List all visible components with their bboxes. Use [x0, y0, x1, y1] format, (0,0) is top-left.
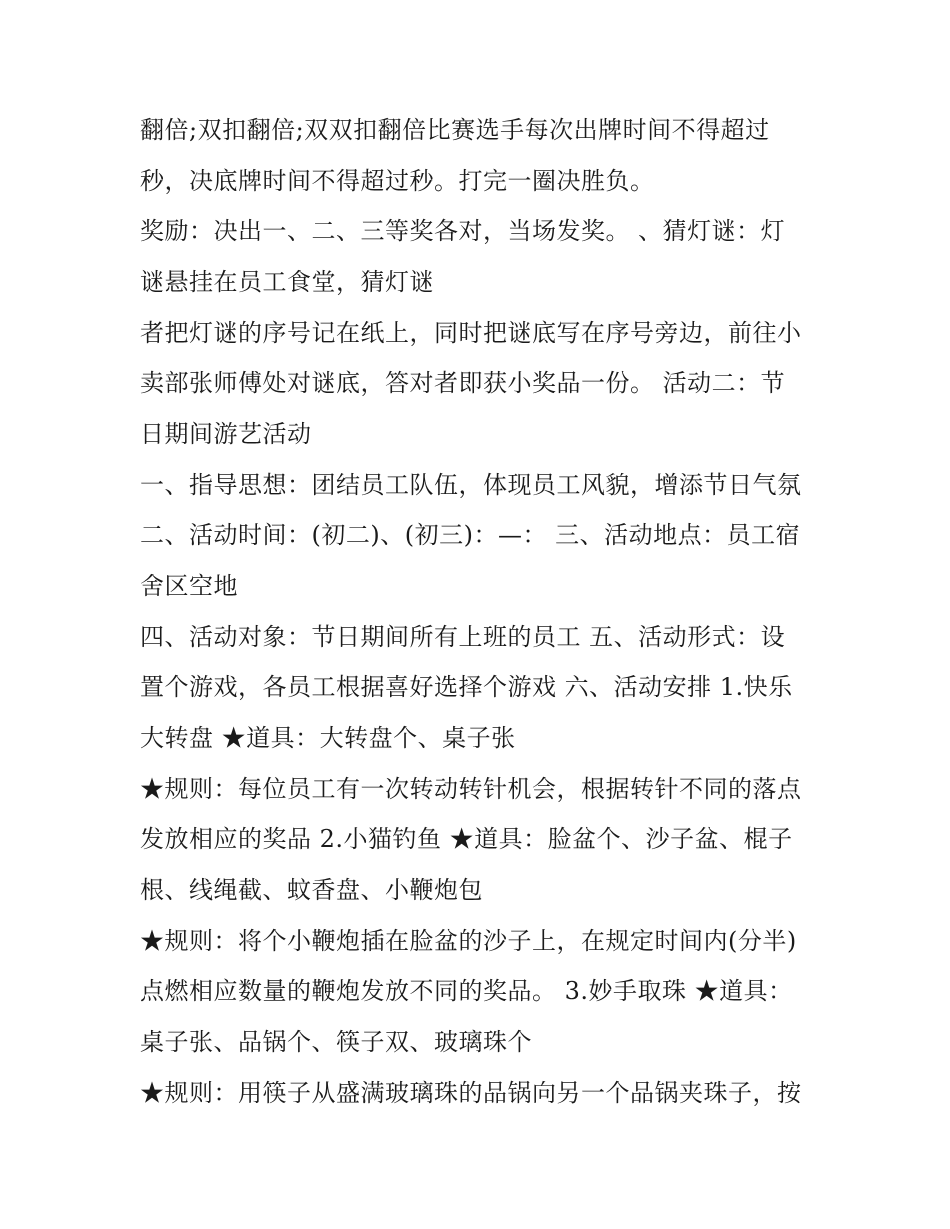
text-line: 日期间游艺活动 [140, 420, 312, 448]
text-line: 置个游戏，各员工根据喜好选择个游戏 六、活动安排 1.快乐 [140, 673, 793, 701]
text-line: 点燃相应数量的鞭炮发放不同的奖品。 3.妙手取珠 ★道具： [140, 977, 793, 1005]
text-line: ★规则：将个小鞭炮插在脸盆的沙子上，在规定时间内(分半) [140, 927, 797, 955]
text-line: 舍区空地 [140, 572, 238, 600]
text-line: 翻倍;双扣翻倍;双双扣翻倍比赛选手每次出牌时间不得超过 [140, 116, 770, 144]
text-line: 者把灯谜的序号记在纸上，同时把谜底写在序号旁边，前往小 [140, 319, 802, 347]
text-line: 发放相应的奖品 2.小猫钓鱼 ★道具：脸盆个、沙子盆、棍子 [140, 825, 793, 853]
text-line: 桌子张、品锅个、筷子双、玻璃珠个 [140, 1028, 532, 1056]
text-line: 谜悬挂在员工食堂，猜灯谜 [140, 268, 434, 296]
text-line: 卖部张师傅处对谜底，答对者即获小奖品一份。 活动二：节 [140, 369, 786, 397]
text-line: 大转盘 ★道具：大转盘个、桌子张 [140, 724, 516, 752]
text-line: ★规则：用筷子从盛满玻璃珠的品锅向另一个品锅夹珠子，按 [140, 1079, 802, 1107]
text-line: 二、活动时间：(初二)、(初三)：—： 三、活动地点：员工宿 [140, 521, 801, 549]
text-line: ★规则：每位员工有一次转动转针机会，根据转针不同的落点 [140, 775, 802, 803]
text-line: 一、指导思想：团结员工队伍，体现员工风貌，增添节日气氛 [140, 471, 802, 499]
text-line: 四、活动对象：节日期间所有上班的员工 五、活动形式：设 [140, 623, 786, 651]
text-line: 秒，决底牌时间不得超过秒。打完一圈决胜负。 [140, 167, 655, 195]
text-line: 根、线绳截、蚊香盘、小鞭炮包 [140, 876, 483, 904]
text-line: 奖励：决出一、二、三等奖各对，当场发奖。 、猜灯谜：灯 [140, 217, 786, 245]
